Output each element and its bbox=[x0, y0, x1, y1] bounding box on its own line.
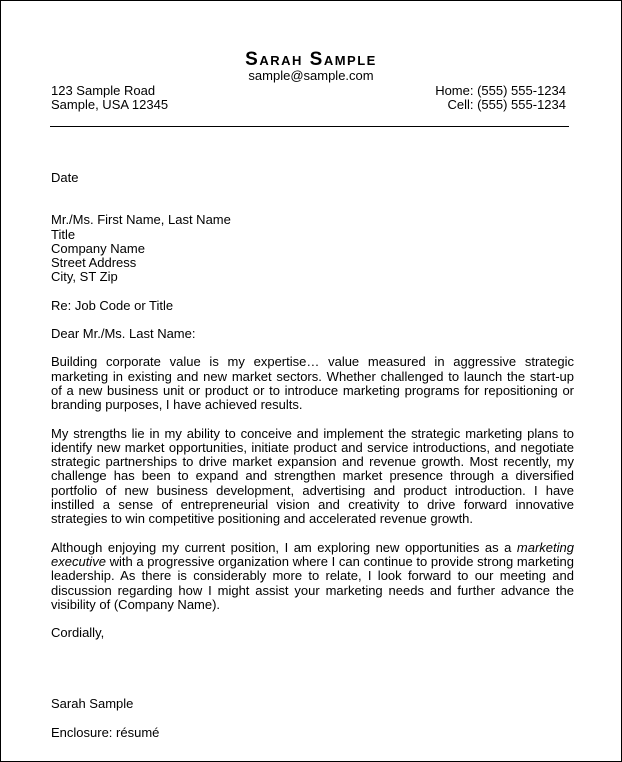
sender-email: sample@sample.com bbox=[248, 68, 374, 83]
sender-address bbox=[51, 84, 168, 113]
recipient-block bbox=[51, 213, 574, 284]
header-divider bbox=[50, 126, 569, 127]
signature-name: Sarah Sample bbox=[51, 696, 134, 712]
sender-name: Sarah Sample bbox=[245, 49, 377, 70]
paragraph-3-end: with a progressive organization where I can continue to provide strong marketing leadership. As there is considerably more to relate, I look forward to our meeting and discussion regarding how I might assist your marketing needs and further advance the visibility of (Company Name). bbox=[51, 553, 574, 612]
address-line-2: Sample, USA 12345 bbox=[51, 97, 169, 113]
re-line: Re: Job Code or Title bbox=[51, 297, 174, 313]
recipient-title: Title bbox=[51, 226, 76, 242]
sender-phones bbox=[435, 84, 566, 113]
paragraph-3-start: Although enjoying my current position, I am exploring new opportunities as a bbox=[51, 539, 517, 555]
paragraph-3 bbox=[51, 541, 574, 612]
paragraph-3-italic: marketing executive bbox=[51, 539, 574, 569]
salutation: Dear Mr./Ms. Last Name: bbox=[51, 326, 196, 342]
address-line-1: 123 Sample Road bbox=[51, 83, 156, 98]
recipient-street: Street Address bbox=[51, 255, 137, 271]
recipient-city: City, ST Zip bbox=[51, 269, 118, 285]
recipient-company: Company Name bbox=[51, 240, 145, 256]
paragraph-1: Building corporate value is my expertise… value measured in aggressive strategic marketing in existing and new market sectors. Whether challenged to launch the start-up of a new business unit or product or to introduce marketing programs for repositioning or branding purposes, I have achieved results. bbox=[51, 354, 574, 413]
cell-phone: Cell: (555) 555-1234 bbox=[447, 97, 566, 113]
closing: Cordially, bbox=[51, 625, 105, 641]
letter-body bbox=[51, 171, 574, 740]
recipient-name: Mr./Ms. First Name, Last Name bbox=[51, 212, 231, 228]
home-phone: Home: (555) 555-1234 bbox=[435, 83, 566, 98]
enclosure: Enclosure: résumé bbox=[51, 724, 160, 740]
paragraph-2: My strengths lie in my ability to conceive and implement the strategic marketing plans to identify new market opportunities, initiate product and service introductions, and negotiate strategic partnerships to drive market expansion and revenue growth. Most recently, my challenge has been to expand and strengthen market presence through a diversified portfolio of new business development, advertising and product introduction. I have instilled a sense of entrepreneurial vision and creativity to drive forward innovative strategies to win competitive positioning and accelerated revenue growth. bbox=[51, 425, 574, 527]
letter-date: Date bbox=[51, 170, 79, 185]
